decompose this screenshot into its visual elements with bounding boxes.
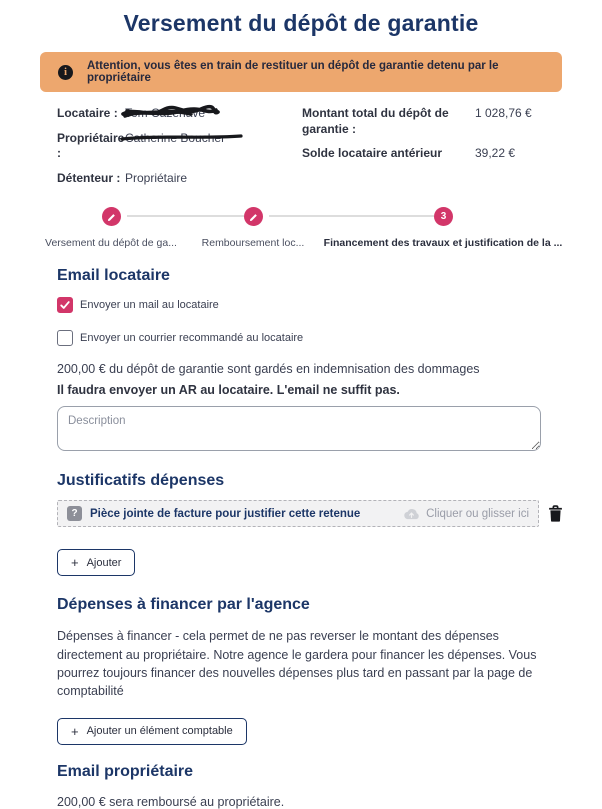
ar-warning-text: Il faudra envoyer un AR au locataire. L'email ne suffit pas. [57,383,400,398]
step-connector [269,215,434,217]
holder-label: Détenteur : [57,170,121,185]
holder-row [57,171,302,187]
trash-icon [548,505,563,522]
wizard-stepper [0,207,602,261]
tenant-name-redacted: Tom Cazenave [125,106,205,122]
email-locataire-heading: Email locataire [57,267,170,285]
pencil-icon [249,212,259,222]
info-icon: i [58,65,73,80]
attachment-label: Pièce jointe de facture pour justifier cette retenue [90,507,361,520]
owner-refund-text: 200,00 € sera remboursé au propriétaire. [57,794,285,809]
description-textarea[interactable] [57,406,541,451]
send-mail-checkbox[interactable] [57,297,73,313]
send-registered-letter-label[interactable]: Envoyer un courrier recommandé au locataire [80,332,304,345]
step-3-label[interactable]: Financement des travaux et justification de la ... [323,237,563,250]
previous-balance-row [302,146,545,162]
send-mail-label[interactable]: Envoyer un mail au locataire [80,299,219,312]
amounts-column [302,106,545,195]
add-accounting-item-button[interactable]: + Ajouter un élément comptable [57,718,247,745]
step-2-circle[interactable] [244,207,263,226]
warning-banner [40,52,562,92]
depenses-agence-heading: Dépenses à financer par l'agence [57,596,310,614]
total-deposit-label: Montant total du dépôt de garantie : [302,106,449,136]
tenant-row [57,106,302,122]
attachment-row [57,500,545,527]
previous-balance-label: Solde locataire antérieur [302,146,443,161]
pencil-icon [107,212,117,222]
previous-balance-value: 39,22 € [475,146,516,161]
send-registered-letter-checkbox-row[interactable] [57,330,545,346]
total-deposit-value: 1 028,76 € [475,106,532,120]
depenses-agence-description: Dépenses à financer - cela permet de ne pas reverser le montant des dépenses directement au propriétaire. Notre agence le gardera pour financer les dépenses. Vous pourrez toujours financer des nouvelles dépenses plus tard en passant par la page de comptabilité [57,629,537,698]
step-connector [127,215,244,217]
step-2-label[interactable]: Remboursement loc... [201,237,305,250]
page-title: Versement du dépôt de garantie [123,10,479,36]
parties-column [57,106,302,195]
plus-icon: + [71,555,79,571]
warning-banner-text: Attention, vous êtes en train de restituer un dépôt de garantie detenu par le propriétaire [87,60,499,84]
question-icon: ? [67,506,82,521]
delete-attachment-button[interactable] [548,505,563,522]
owner-row [57,131,302,162]
deposit-summary [57,106,545,195]
add-justificatif-button[interactable]: + Ajouter [57,549,135,576]
total-deposit-row [302,106,545,137]
owner-label: Propriétaire : [57,130,125,161]
email-proprietaire-heading: Email propriétaire [57,762,194,780]
kept-amount-text: 200,00 € du dépôt de garantie sont gardés en indemnisation des dommages [57,362,480,377]
tenant-label: Locataire : [57,106,118,120]
plus-icon: + [71,723,79,739]
upload-hint[interactable]: Cliquer ou glisser ici [403,508,529,520]
justificatifs-heading: Justificatifs dépenses [57,472,225,490]
owner-name-redacted: Catherine Boucher [125,131,225,162]
step-1-circle[interactable] [102,207,121,226]
holder-value: Propriétaire [125,170,188,185]
send-registered-letter-checkbox[interactable] [57,330,73,346]
check-icon [60,300,70,310]
attachment-dropzone[interactable] [57,500,539,527]
send-mail-checkbox-row[interactable] [57,297,545,313]
step-3-circle[interactable]: 3 [434,207,453,226]
cloud-upload-icon [403,508,420,520]
step-1-label[interactable]: Versement du dépôt de ga... [45,237,177,250]
